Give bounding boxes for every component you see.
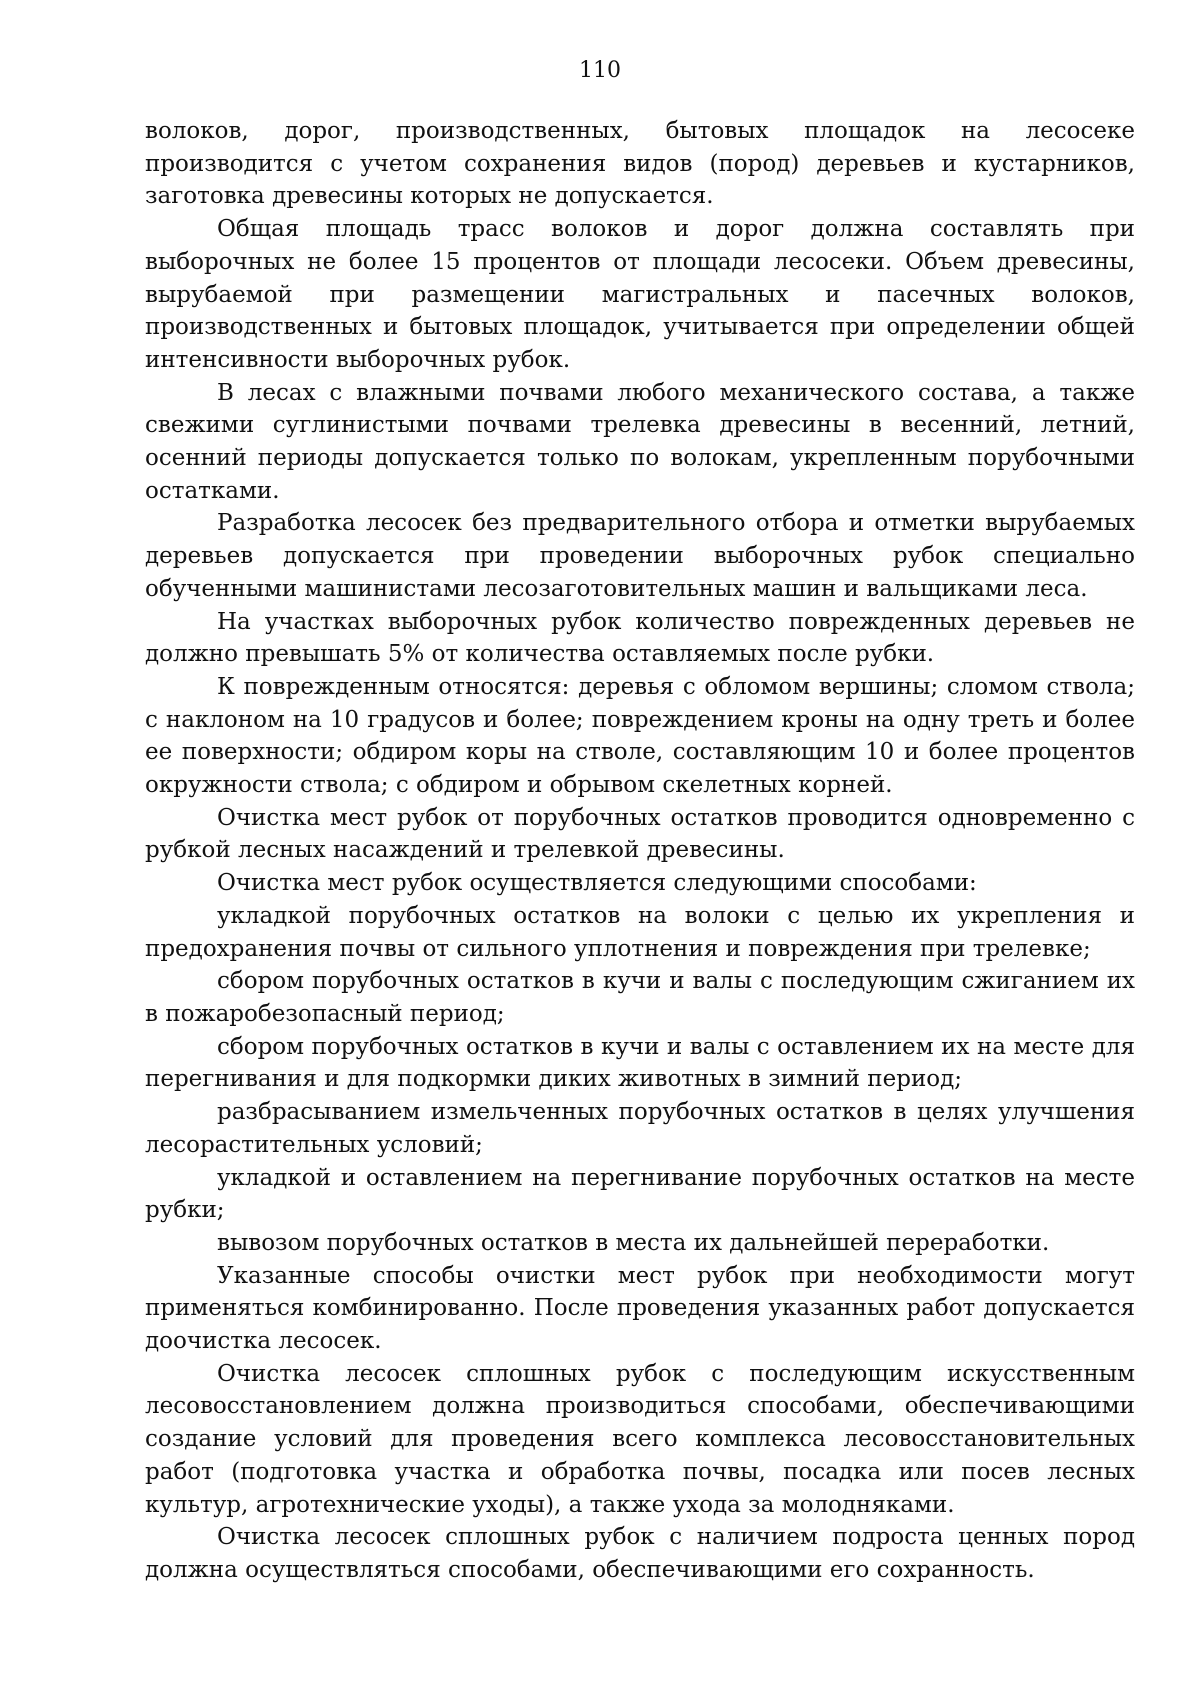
paragraph-combined-methods: Указанные способы очистки мест рубок при необходимости могут применяться комбинированно. После проведения указанных работ допускается доочистка лесосек. <box>145 1262 1135 1355</box>
paragraph-cleanup-methods-intro: Очистка мест рубок осуществляется следующими способами: <box>217 870 977 897</box>
paragraph-damaged-limit: На участках выборочных рубок количество поврежденных деревьев не должно превышать 5% от количества оставляемых после рубки. <box>145 608 1135 668</box>
paragraph-no-preselection: Разработка лесосек без предварительного отбора и отметки вырубаемых деревьев допускается при проведении выборочных рубок специально обученными машинистами лесозаготовительных машин и вальщиками леса. <box>145 510 1135 602</box>
list-item-method-removal: вывозом порубочных остатков в места их дальнейшей переработки. <box>217 1229 1050 1256</box>
paragraph-continuation: волоков, дорог, производственных, бытовых площадок на лесосеке производится с учетом сохранения видов (пород) деревьев и кустарников, заготовка древесины которых не допускается. <box>145 118 1135 210</box>
paragraph-wet-soils: В лесах с влажными почвами любого механического состава, а также свежими суглинистыми почвами трелевка древесины в весенний, летний, осенний периоды допускается только по волокам, укрепленным порубочными остатками. <box>145 379 1135 504</box>
paragraph-trail-area: Общая площадь трасс волоков и дорог должна составлять при выборочных не более 15 процентов от площади лесосеки. Объем древесины, вырубаемой при размещении магистральных и пасечных волоков, производственных и бытовых площадок, учитывается при определении общей интенсивности выборочных рубок. <box>145 216 1135 373</box>
list-item-method-rotting: укладкой и оставлением на перегнивание порубочных остатков на месте рубки; <box>145 1164 1135 1224</box>
list-item-method-piles: сбором порубочных остатков в кучи и валы с оставлением их на месте для перегнивания и для подкормки диких животных в зимний период; <box>145 1033 1135 1093</box>
list-item-method-scattering: разбрасыванием измельченных порубочных остатков в целях улучшения лесорастительных условий; <box>145 1099 1135 1158</box>
document-body <box>145 115 1135 1587</box>
paragraph-clearcut-reforestation: Очистка лесосек сплошных рубок с последующим искусственным лесовосстановлением должна производиться способами, обеспечивающими создание условий для проведения всего комплекса лесовосстановительных работ (подготовка участка и обработка почвы, посадка или посев лесных культур, агротехнические уходы), а также ухода за молодняками. <box>145 1360 1135 1518</box>
page-number: 110 <box>579 58 621 83</box>
list-item-method-trails: укладкой порубочных остатков на волоки с целью их укрепления и предохранения почвы от сильного уплотнения и повреждения при трелевке; <box>145 902 1135 962</box>
paragraph-clearcut-undergrowth: Очистка лесосек сплошных рубок с наличием подроста ценных пород должна осуществляться способами, обеспечивающими его сохранность. <box>145 1524 1135 1583</box>
paragraph-damaged-definition: К поврежденным относятся: деревья с обломом вершины; сломом ствола; с наклоном на 10 градусов и более; повреждением кроны на одну треть и более ее поверхности; обдиром коры на стволе, составляющим 10 и более процентов окружности ствола; с обдиром и обрывом скелетных корней. <box>145 673 1135 799</box>
list-item-method-burning: сбором порубочных остатков в кучи и валы с последующим сжиганием их в пожаробезопасный период; <box>145 968 1135 1027</box>
paragraph-cleanup-timing: Очистка мест рубок от порубочных остатков проводится одновременно с рубкой лесных насаждений и трелевкой древесины. <box>145 804 1135 864</box>
